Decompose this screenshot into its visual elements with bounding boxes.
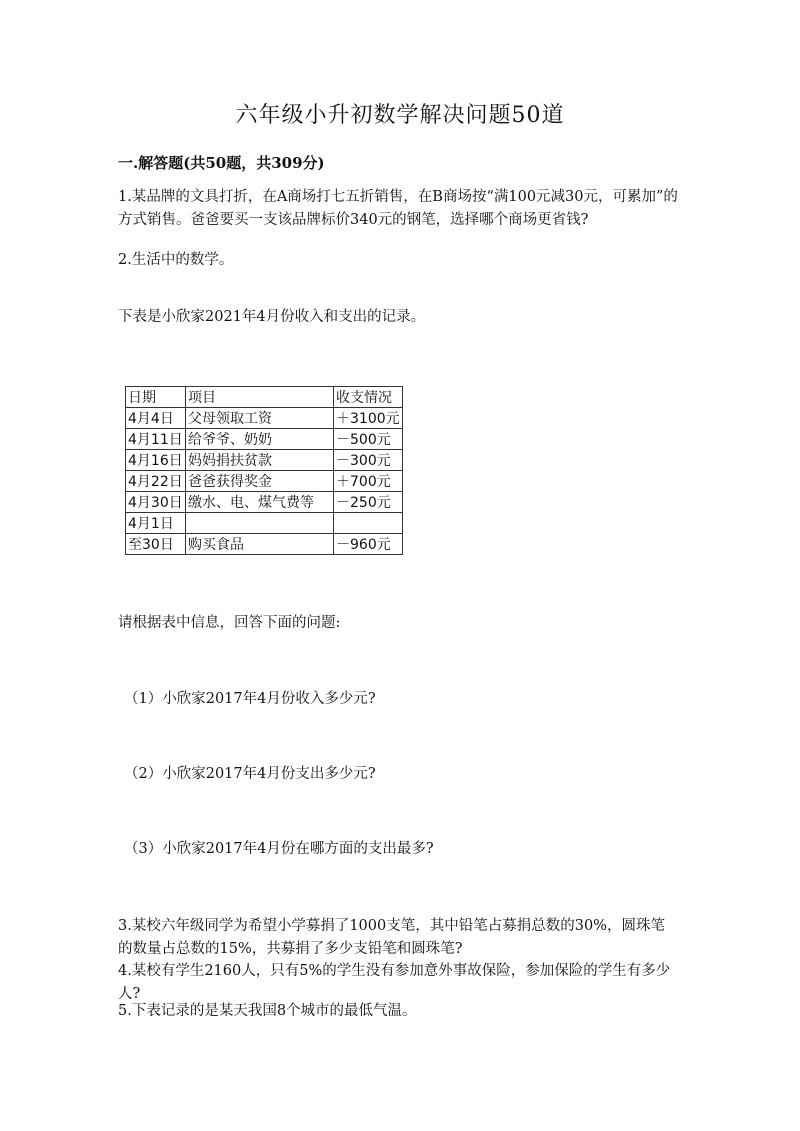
- table-header-row: [126, 387, 403, 408]
- table-cell: [334, 513, 403, 534]
- table-question-prompt: 请根据表中信息，回答下面的问题:: [118, 615, 341, 631]
- table-cell: 4月1日: [126, 513, 186, 534]
- table-row: [126, 429, 403, 450]
- question-2: 2.生活中的数学。: [118, 252, 234, 268]
- table-cell: 给爷爷、奶奶: [186, 429, 334, 450]
- table-cell: 购买食品: [186, 534, 334, 555]
- question-1: 1.某品牌的文具打折，在A商场打七五折销售，在B商场按“满100元减30元，可累加”的方式销售。爸爸要买一支该品牌标价340元的钢笔，选择哪个商场更省钱?: [118, 189, 678, 228]
- table-cell: 父母领取工资: [186, 408, 334, 429]
- table-cell: 4月22日: [126, 471, 186, 492]
- question-3: 3.某校六年级同学为希望小学募捐了1000支笔，其中铅笔占募捐总数的30%，圆珠笔的数量占总数的15%，共募捐了多少支铅笔和圆珠笔?: [118, 918, 665, 957]
- table-row: [126, 450, 403, 471]
- table-header-cell: 项目: [186, 387, 334, 408]
- table-row: [126, 471, 403, 492]
- income-expense-table: [125, 386, 403, 555]
- table-header-cell: 收支情况: [334, 387, 403, 408]
- sub-question-1: （1）小欣家2017年4月份收入多少元?: [124, 691, 376, 707]
- table-header-cell: 日期: [126, 387, 186, 408]
- table-cell: 至30日: [126, 534, 186, 555]
- page-title: 六年级小升初数学解决问题50道: [235, 103, 565, 128]
- table-cell: －250元: [334, 492, 403, 513]
- table-intro: 下表是小欣家2021年4月份收入和支出的记录。: [118, 309, 426, 325]
- sub-question-3: （3）小欣家2017年4月份在哪方面的支出最多?: [124, 841, 434, 857]
- table-row: [126, 534, 403, 555]
- table-cell: 4月16日: [126, 450, 186, 471]
- table-cell: 爸爸获得奖金: [186, 471, 334, 492]
- table-cell: 4月11日: [126, 429, 186, 450]
- table-row: [126, 492, 403, 513]
- table-cell: [186, 513, 334, 534]
- table-cell: －300元: [334, 450, 403, 471]
- table-cell: －500元: [334, 429, 403, 450]
- question-4: 4.某校有学生2160人，只有5%的学生没有参加意外事故保险，参加保险的学生有多少人?: [118, 963, 671, 1002]
- sub-question-2: （2）小欣家2017年4月份支出多少元?: [124, 766, 376, 782]
- table-cell: 缴水、电、煤气费等: [186, 492, 334, 513]
- question-5: 5.下表记录的是某天我国8个城市的最低气温。: [118, 1003, 417, 1019]
- table-cell: 4月30日: [126, 492, 186, 513]
- section-heading: 一.解答题(共50题，共309分): [118, 154, 325, 172]
- table-cell: ＋700元: [334, 471, 403, 492]
- table-cell: ＋3100元: [334, 408, 403, 429]
- table-cell: 妈妈捐扶贫款: [186, 450, 334, 471]
- table-row: [126, 408, 403, 429]
- table-cell: －960元: [334, 534, 403, 555]
- table-row: [126, 513, 403, 534]
- table-cell: 4月4日: [126, 408, 186, 429]
